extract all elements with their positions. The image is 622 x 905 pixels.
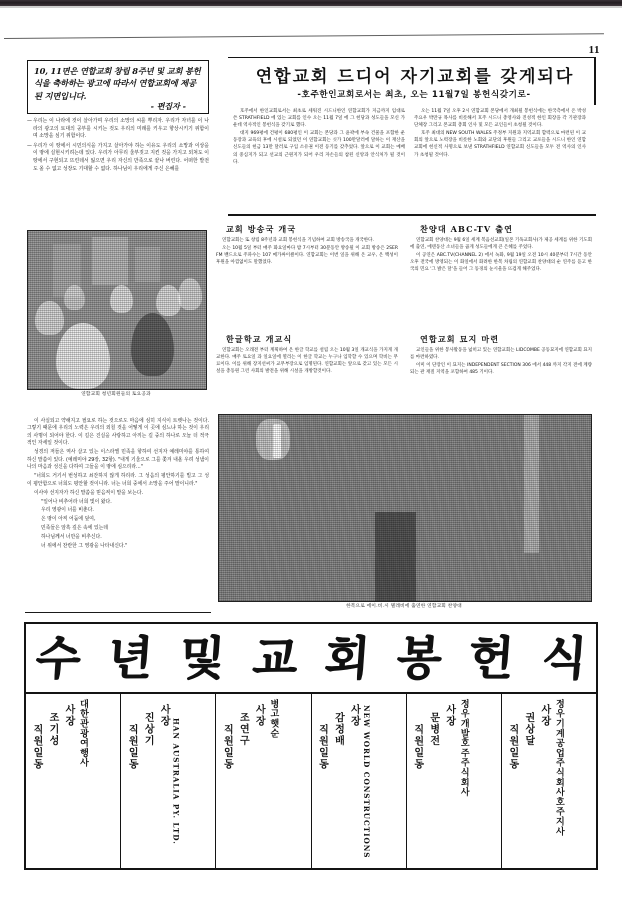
paragraph: 오는 10월 5일 부터 매주 화요일마다 밤 7시부터 30분동안 방송될 이 교회 방송은 2SER FM 밴드으로 주파수는 107 메가싸이클이다. 연합교회는 이번 일을 위해 온 교우, 온 백성이 후원을 아낌없이도 말했었다. [216, 246, 398, 266]
photo-choir-rows [219, 415, 591, 601]
ad-title-label: 사장 [158, 704, 170, 728]
ad-title-label: 사장 [443, 704, 455, 728]
ad-banner-char: 식 [539, 631, 588, 685]
scanner-edge-bar [0, 0, 622, 7]
ad-person-name: 권상달 [522, 712, 534, 747]
page-bottom-margin [0, 872, 622, 905]
ad-company-name: 병고햇순 [268, 699, 279, 739]
article-heading: 교회 방송국 개국 [226, 224, 297, 234]
paragraph: 온 땅이 아직 어둠에 덮여, [41, 516, 96, 523]
ad-sponsor-column [407, 694, 502, 868]
ad-title-label: 사장 [538, 704, 550, 728]
article-broadcast-station [216, 226, 398, 267]
paragraph: 대지 969평에 건평이 680평인 이 교회는 본당과 그 윤곽에 부속 건물을 포함한 운동장과 교육의 후에 시설로 되었던 이 연합교회는 싯가 100만달러에 달하는 이 재산을 신도들의 헌금 13만 달러로 구입 소유권 이전 등기를 갖추었다. 앞으로 이 교회는 예배의 중심지가 되고 선교의 근원지가 되어 우리 자손들의 참된 신앙과 안식처가 될 것이다. [233, 131, 405, 165]
headline-main: 연합교회 드디어 자기교회를 갖게되다 [255, 67, 575, 87]
paragraph: 이미 이 단장인 이 묘지는 INDEPENDENT SECTION 306 에서 448 까지 각지 전에 계량되는 관 재질 지역을 포함하여 485 기이다. [410, 363, 592, 376]
photo-halftone-grain [28, 231, 206, 389]
ad-person-name: 조기성 [47, 712, 58, 747]
paragraph: 호주에서 한인교회로서는 최초로 세워진 시드니한인 연합교회가 지금까지 임대로 쓴 STRATHFIELD 에 있는 교회를 인수 오는 11월 7일 에 그 헌당과 성도들을 모신 가운데 역사적인 봉헌식을 갖기로 했다. [233, 109, 405, 129]
paragraph: "너희도 거기서 번성하고 쇠잔하지 않게 하리라. 그 성읍의 평안하기를 빌고 그 성이 평안함으로 너희도 평안할 것이니라. 너는 너희 중에서 소망을 주어 말이니라." [27, 473, 209, 487]
ad-company-name: 정우기계공업주식회사호주지사 [553, 699, 564, 837]
paragraph: 연합교회는 또 창립 8주년과 교회 봉헌식을 기념하여 교회 방송국을 개국한다. [222, 238, 374, 244]
ad-staff-label: 직원일동 [411, 724, 423, 771]
ad-banner-calligraphy [30, 627, 592, 689]
paragraph: 너 위에서 찬란한 그 영광을 나타내신다." [41, 543, 128, 550]
ad-person-name: 조연구 [237, 712, 249, 747]
ad-banner-char: 교 [250, 631, 299, 685]
photo-caption-youth: 연합교회 청년회원들의 토요공과 [81, 392, 151, 397]
bullet-dash: — [27, 118, 32, 124]
paragraph: 민족들은 암흑 깊은 속에 있는데 [41, 525, 108, 532]
page-edge-line [4, 33, 604, 39]
article-church-cemetery [410, 336, 592, 377]
page-number: 11 [588, 44, 600, 56]
article-heading: 한글학교 개교식 [226, 334, 293, 344]
paragraph: 호주 최대의 NEW SOUTH WALES 주정부 지원과 지역교회 합력으로 마련된 이 교회의 앞으로 노력장을 비롯한 노회와 교단의 후원들 그리고 교포들을 시드니 한인 연합교회에 헌신적 사명으로 보낸 STRATHFIELD 연합교회 신도들을 모두 전 역사의 인사가 초청될 것이다. [414, 131, 586, 158]
ad-staff-label: 직원일동 [316, 724, 328, 771]
ad-banner-char: 회 [322, 631, 372, 685]
ad-sponsor-column [502, 694, 596, 868]
paragraph: 교인들을 위한 봉사활동을 넓히고 있는 연합교회는 LIDCOMBE 공동묘지에 연합교회 묘지를 마련하였다. [410, 348, 592, 361]
ad-company-name-latin: NEW WORLD CONSTRUCTIONS [361, 704, 371, 859]
ad-staff-label: 직원일동 [221, 724, 233, 771]
ad-sponsor-columns [26, 694, 596, 868]
photo-caption-choir: 한복으로 에이.비.시 텔레비에 출연한 연합교회 찬양대 [346, 604, 462, 609]
bullet-text: 우리가 이 땅에서 시민의식을 가지고 살아가야 하는 이유도 우리의 소망과 이상을 이 땅에 실현시키려는데 있다. 우리가 아무리 울부짖고 지킨 것을 가지고 외쳐도 이 땅에서 구현되고 뜨린데서 잃으면 우리 자신의 만족으로 끝나 버린다. 어떠한 발전도 올 수 없고 성장도 기대할 수 없다. 하나님이 우리에게 주신 은혜를 [33, 142, 209, 172]
paragraph: "일어나 비추어라 너희 빛이 왔다. [41, 498, 112, 505]
ad-sponsor-column [121, 694, 216, 868]
paragraph: 성경의 저들은 역사 살고 있는 이스라엘 민족을 향하여 선지자 예레미야를 통하여 하신 말씀이 있다. (예레미야 29장, 32항). "내게 기울으로 그를 쫓겨 내올 우려 성냄이 나의 마음과 성신을 다하여 그들을 이 땅에 심으리라..." [27, 449, 209, 471]
photo-choir-group [218, 414, 592, 602]
paragraph: 연합교회 찬양대는 9월 6일 세계 복음선교회(일본 기독교회사)가 제공 세계를 위한 기도회에 출연, 에덴동산 소녀들을 곱게 성도들에게 큰 은혜를 주었다. [410, 238, 592, 251]
section-divider-rule [228, 214, 596, 216]
paragraph: 이사야 선지자가 하신 말씀을 믿음직이 말을 보는다. [34, 489, 144, 496]
article-choir-abc-tv [410, 226, 592, 274]
ad-person-name: 감정배 [332, 712, 344, 747]
lede-column-right [414, 108, 586, 160]
paragraph: 하나님께서 너만을 비추신다. [41, 534, 102, 541]
ad-sponsor-column [26, 694, 121, 868]
bullet-item [27, 118, 209, 141]
paragraph: 이 공연은 ABC.TV(CHANNEL 2) 에서 녹화, 9월 19일 오전 10시 40분부터 7시간 동안 오후 전국에 방영되는 이 화일에서 화려한 한복 차림의 연합교회 찬양대의 순 연주를 듣고 한국의 민요 '그 밝은 달'을 들어 그 동경의 눈시울을 뜨겁게 해주었다. [410, 253, 592, 273]
left-column-body [27, 418, 209, 552]
ad-staff-label: 직원일동 [506, 724, 518, 771]
ad-banner-char: 봉 [395, 631, 444, 685]
ad-company-name: 대한관광여행사 [78, 699, 88, 768]
ad-banner-char: 헌 [467, 631, 516, 685]
ad-staff-label: 직원일동 [31, 724, 42, 771]
ad-banner-char: 및 [178, 631, 227, 685]
ad-staff-label: 직원일동 [126, 724, 138, 771]
headline-subtitle: -호주한인교회로서는 최초, 오는 11월7일 봉헌식갖기로- [297, 90, 531, 100]
editor-note-box [27, 60, 209, 114]
ad-banner-char: 수 [34, 631, 83, 685]
bullet-dash: — [27, 142, 32, 149]
editor-note-text: 10, 11면은 연합교회 창립 8주년 및 교회 봉헌식을 축하하는 광고에 따라서 연합교회에 제공된 지면입니다. [34, 66, 201, 101]
article-korean-school-opening [216, 336, 398, 376]
photo-youth-bible-class [27, 230, 207, 390]
ad-company-name: 정우개발호주주식회사 [458, 699, 469, 797]
article-heading: 연합교회 묘지 마련 [420, 334, 500, 344]
ad-person-name: 문병전 [427, 712, 439, 747]
ad-title-label: 사장 [253, 704, 265, 728]
paragraph: 오는 11월 7일 오후 2시 연합교회 본당에서 개최될 봉헌식에는 한국측에서 온 박성 주요우 박만규 목사를 비롯해서 호주 시드니 총영사와 진성적 한인 회장을 각 기관장과 단체장 그리고 본교회 총회 인사 및 모든 교인들이 초청될 것이다. [414, 109, 586, 129]
article-heading: 찬양대 ABC-TV 출연 [420, 224, 514, 234]
paragraph: 우리 영광이 너를 비춘다. [41, 507, 94, 514]
ad-sponsor-column [312, 694, 407, 868]
bullet-text: 우리는 이 나라에 것이 살아가며 우리의 소망의 씨를 뿌리자. 우리가 자녀를 이 나라의 광고의 토대의 공부를 시키는 것도 우리의 미래를 키우고 향상시키기 위함이며 소망을 심기 위함이다. [33, 118, 209, 140]
ad-company-name-latin: HAN AUSTRALIA PY. LTD. [171, 718, 181, 845]
paragraph: 연합교회는 오래전 부터 계획하여 온 한글 학교를 설립 오는 10월 3일 개교식을 가지게 개교한다. 매주 토요일 과 일요일에 열리는 이 한글 학교는 누구나 입학할 수 있으며 학비는 무료이다. 이를 위해 장지선씨가 교무부장으로 임명된다. 연합교회는 앞으로 갖고 있는 모든 시설을 총동원 그런 사회의 발전을 위해 시설을 개방할것이다. [216, 348, 398, 375]
left-column-rule [25, 612, 211, 613]
paragraph: 이 사실되고 약해지고 필요로 하는 것으로도 마음에 심히 지식이 트렛나는 것이다. 그렇기 때문에 우리의 노력은 우리의 외칠 것을 어떻게 이 곳에 심느냐 하는 것이 우리의 사명이 되어야 한다. 이 길은 진실을 사랑하고 아끼는 길 중의 하나로 오늘 더 적극적인 자세일 것이다. [27, 418, 209, 447]
ad-person-name: 진상기 [142, 712, 154, 747]
lede-column-left [233, 108, 405, 167]
editor-note-signature: - 편집자 - [150, 101, 186, 112]
ad-title-label: 사장 [63, 704, 74, 728]
bullet-item [27, 143, 209, 173]
ad-sponsor-column [216, 694, 311, 868]
left-column-bullets [27, 118, 209, 175]
ad-banner-char: 년 [106, 631, 155, 685]
ad-title-label: 사장 [348, 704, 360, 728]
